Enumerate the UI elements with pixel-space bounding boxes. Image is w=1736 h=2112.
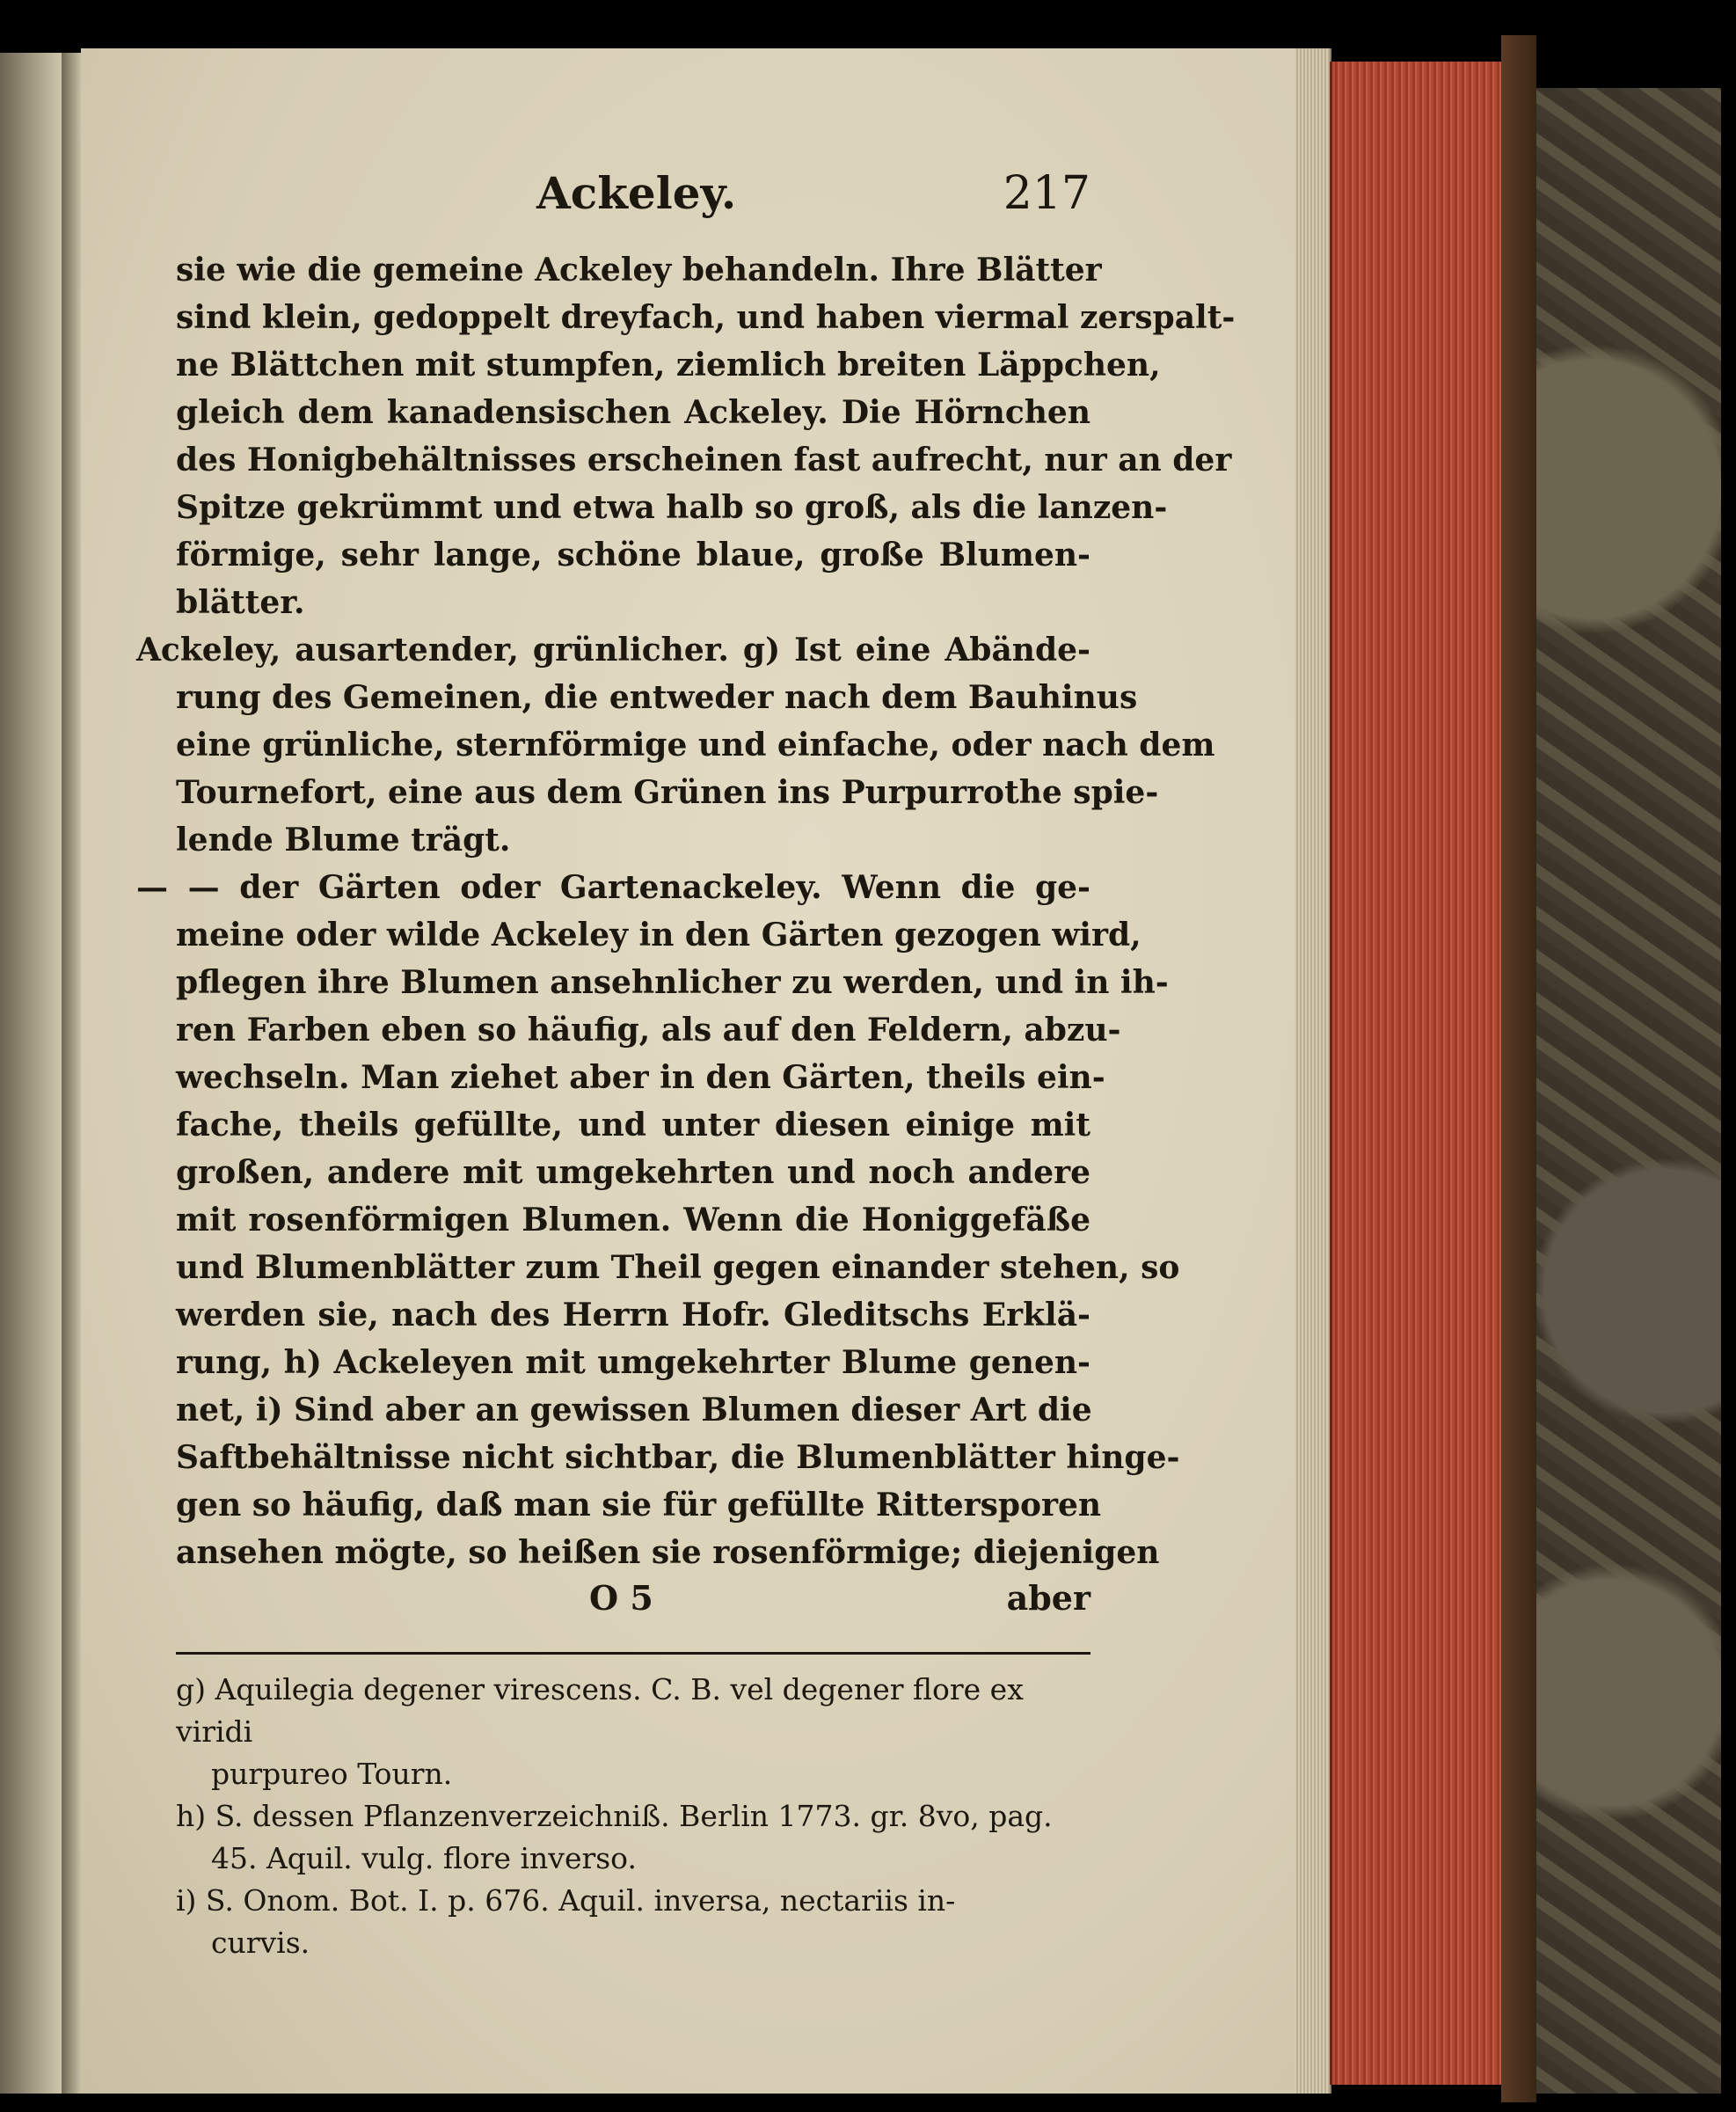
body-line: pflegen ihre Blumen ansehnlicher zu werden, und in ih- (176, 964, 1169, 1001)
footnote-g: g) Aquilegia degener virescens. C. B. vel degener flore ex viridi (176, 1672, 1024, 1749)
body-line: mit rosenförmigen Blumen. Wenn die Honiggefäße (176, 1202, 1090, 1239)
page-header (176, 158, 1090, 246)
signature-mark: O 5 (589, 1578, 653, 1618)
body-line: lende Blume trägt. (176, 822, 511, 859)
footnote-h-continuation: 45. Aquil. vulg. flore inverso. (211, 1841, 637, 1875)
footnotes (176, 1669, 1090, 1964)
body-line: gleich dem kanadensischen Ackeley. Die Hörnchen (176, 394, 1090, 431)
left-page-edge (0, 53, 63, 2094)
entry-heading-line: — — der Gärten oder Gartenackeley. Wenn die ge- (136, 869, 1090, 906)
body-line: des Honigbehältnisses erscheinen fast aufrecht, nur an der (176, 442, 1232, 479)
body-line: ren Farben eben so häufig, als auf den Feldern, abzu- (176, 1012, 1121, 1049)
body-line: net, i) Sind aber an gewissen Blumen dieser Art die (176, 1392, 1092, 1429)
footnote-i: i) S. Onom. Bot. I. p. 676. Aquil. inversa, nectariis in- (176, 1883, 956, 1918)
body-line: rung, h) Ackeleyen mit umgekehrter Blume genen- (176, 1344, 1090, 1381)
body-line: wechseln. Man ziehet aber in den Gärten, theils ein- (176, 1059, 1105, 1096)
body-line: werden sie, nach des Herrn Hofr. Gleditschs Erklä- (176, 1297, 1090, 1334)
body-line: ansehen mögte, so heißen sie rosenförmige; diejenigen (176, 1534, 1160, 1571)
red-page-block (1330, 62, 1504, 2085)
page-text (136, 158, 1236, 1964)
body-line: fache, theils gefüllte, und unter diesen einige mit (176, 1107, 1090, 1144)
body-line: rung des Gemeinen, die entweder nach dem Bauhinus (176, 679, 1138, 716)
footnote-i-continuation: curvis. (211, 1926, 310, 1960)
running-title: Ackeley. (536, 167, 737, 219)
body-line: gen so häufig, daß man sie für gefüllte Rittersporen (176, 1487, 1102, 1524)
body-line: ne Blättchen mit stumpfen, ziemlich breiten Läppchen, (176, 347, 1161, 384)
marbled-cover-board (1536, 88, 1721, 2094)
entry-heading-line: Ackeley, ausartender, grünlicher. g) Ist eine Abände- (136, 632, 1090, 669)
body-line: Saftbehältnisse nicht sichtbar, die Blumenblätter hinge- (176, 1439, 1180, 1476)
footnote-rule (176, 1652, 1090, 1655)
body-line: sie wie die gemeine Ackeley behandeln. Ihre Blätter (176, 252, 1102, 289)
body-line: förmige, sehr lange, schöne blaue, große Blumen- (176, 537, 1090, 574)
page-number: 217 (1003, 167, 1090, 220)
body-line: blätter. (176, 584, 305, 621)
body-line: großen, andere mit umgekehrten und noch andere (176, 1154, 1090, 1191)
footnote-g-continuation: purpureo Tourn. (211, 1757, 453, 1791)
page-edges (1295, 48, 1331, 2094)
body-line: eine grünliche, sternförmige und einfache, oder nach dem (176, 727, 1215, 764)
body-line: Spitze gekrümmt und etwa halb so groß, als die lanzen- (176, 489, 1168, 526)
body-text (136, 246, 1236, 1576)
body-line: Tournefort, eine aus dem Grünen ins Purpurrothe spie- (176, 774, 1159, 811)
book-cover-spine-edge (1501, 35, 1536, 2102)
catchword: aber (1006, 1578, 1090, 1618)
footnote-h: h) S. dessen Pflanzenverzeichniß. Berlin 1773. gr. 8vo, pag. (176, 1799, 1053, 1833)
book-gutter (62, 53, 81, 2094)
catch-line (176, 1578, 1090, 1631)
body-line: sind klein, gedoppelt dreyfach, und haben viermal zerspalt- (176, 299, 1236, 336)
body-line: meine oder wilde Ackeley in den Gärten gezogen wird, (176, 917, 1142, 954)
body-line: und Blumenblätter zum Theil gegen einander stehen, so (176, 1249, 1180, 1286)
